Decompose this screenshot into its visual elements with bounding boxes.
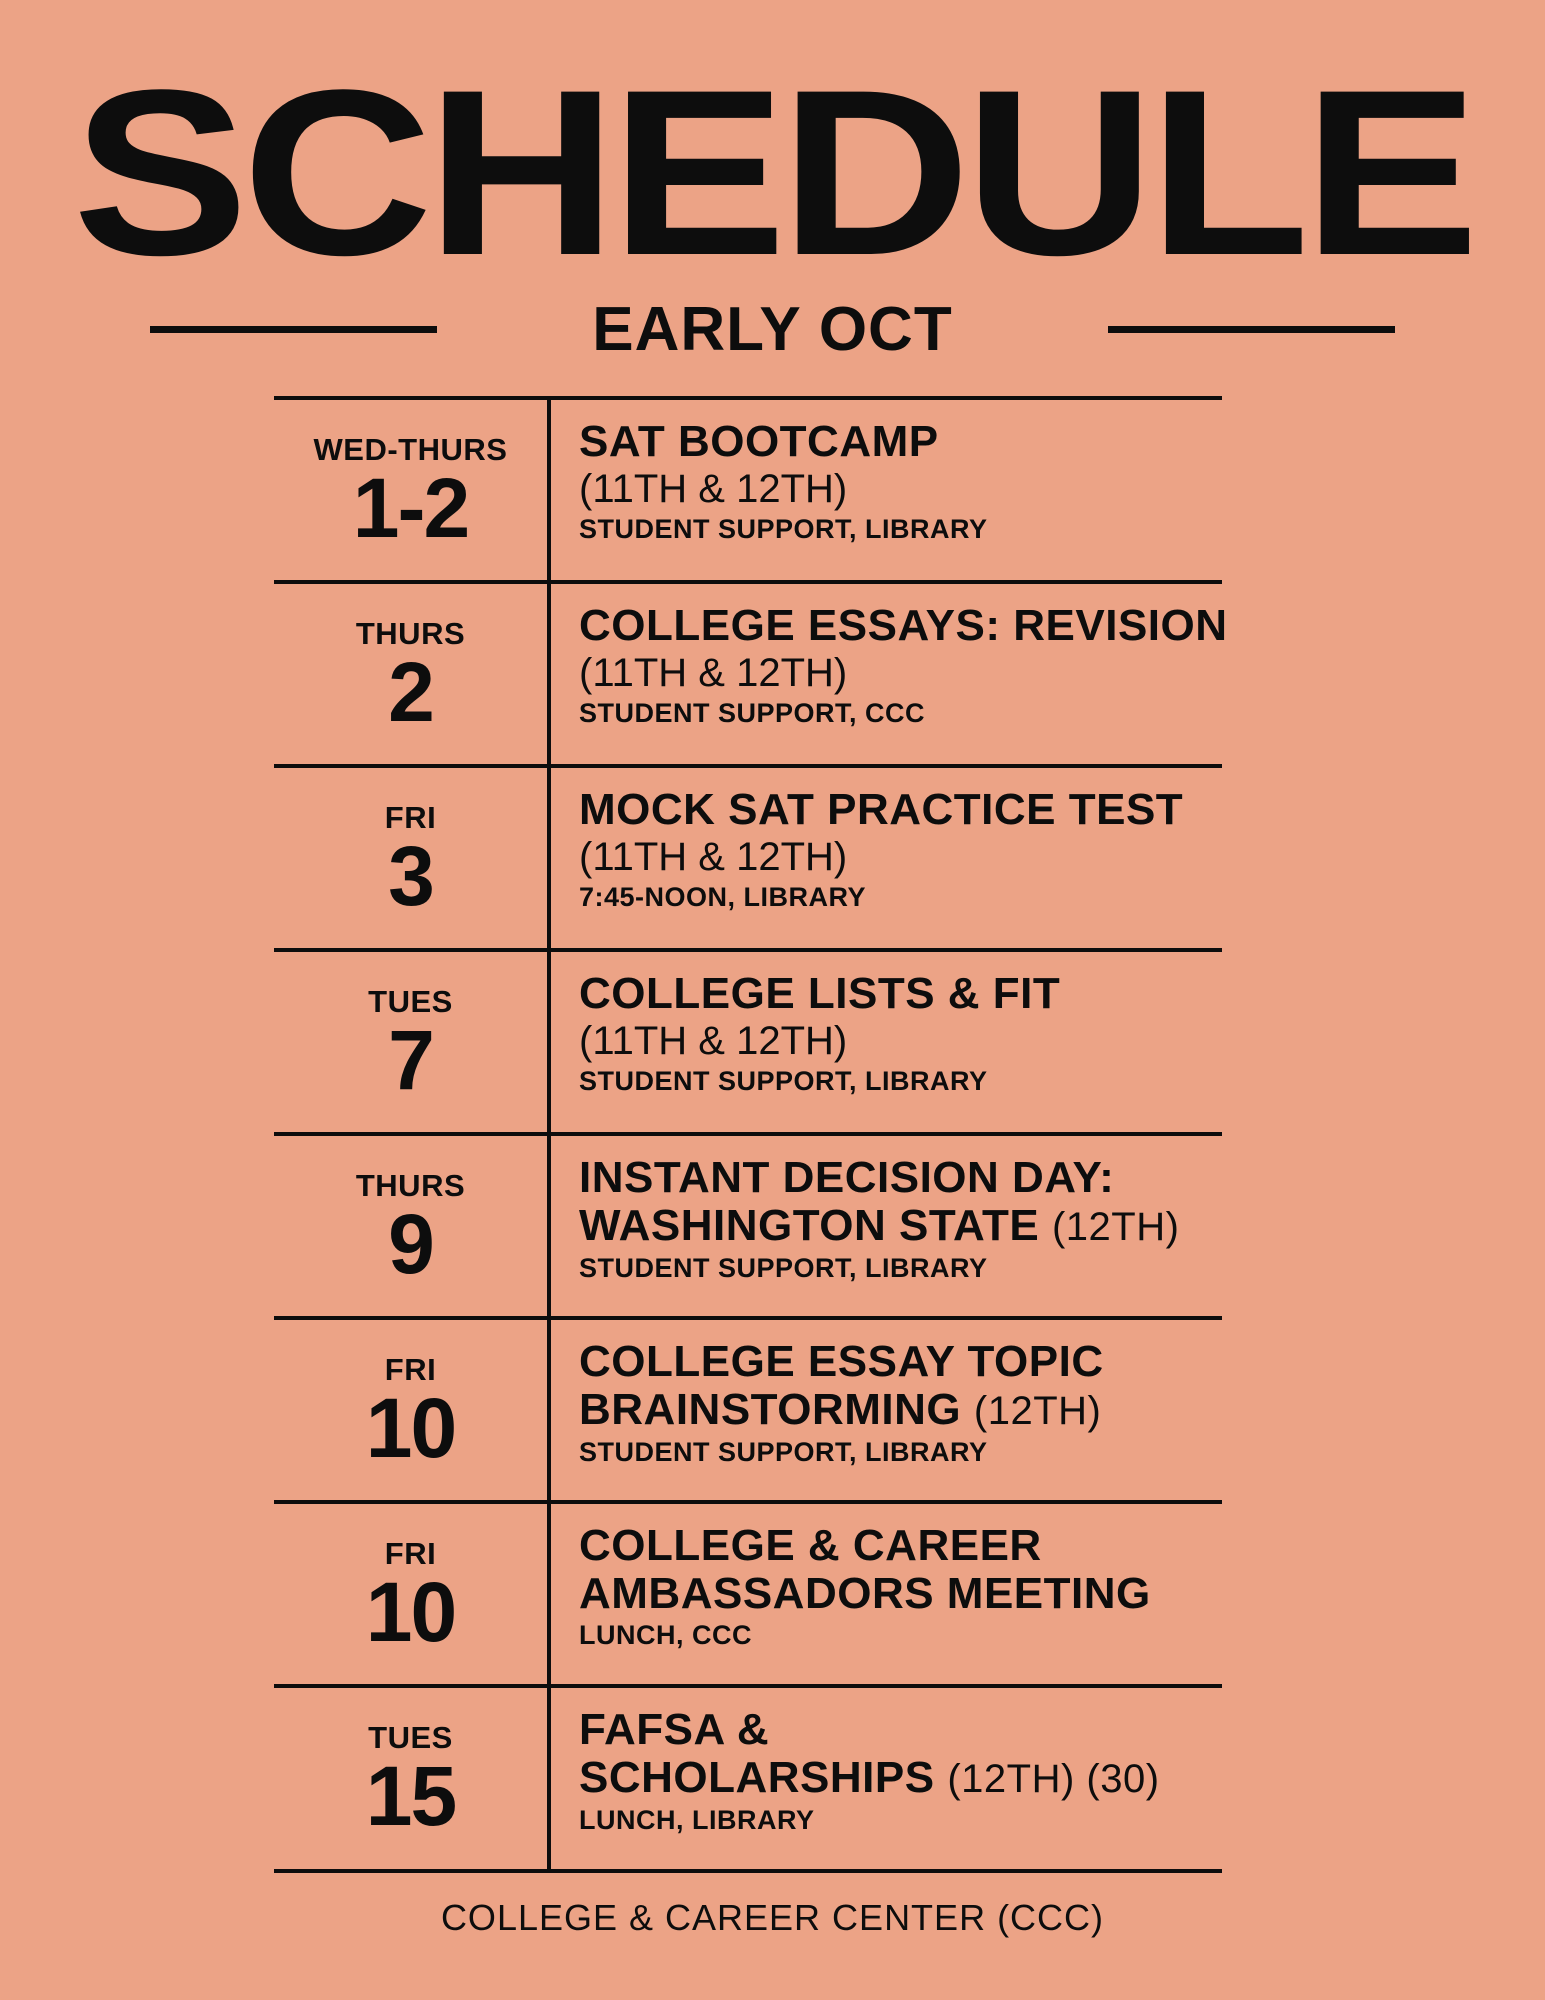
event-name: COLLEGE ESSAYS: REVISION (579, 601, 1228, 650)
event-details (579, 970, 1279, 1098)
event-date (274, 616, 547, 739)
event-date (274, 1720, 547, 1843)
schedule-row (274, 1684, 1222, 1868)
event-day-number: 9 (388, 1197, 433, 1291)
event-day-number: 15 (365, 1749, 456, 1843)
event-name-line2 (579, 1202, 1279, 1251)
event-details (579, 418, 1279, 546)
event-details (579, 1706, 1279, 1837)
schedule-table (274, 396, 1228, 1873)
schedule-row (274, 396, 1222, 580)
event-location: 7:45-NOON, LIBRARY (579, 882, 867, 912)
event-grade: (11TH & 12TH) (579, 467, 848, 511)
event-details (579, 602, 1279, 730)
event-grade: (12TH) (1051, 1205, 1180, 1249)
event-location: LUNCH, CCC (579, 1620, 752, 1650)
event-day-name: TUES (368, 984, 453, 1019)
event-details (579, 1338, 1279, 1469)
schedule-row (274, 764, 1222, 948)
event-location: STUDENT SUPPORT, LIBRARY (579, 514, 988, 544)
event-details (579, 1154, 1279, 1285)
event-name-continued: AMBASSADORS MEETING (579, 1569, 1151, 1618)
event-name-line2 (579, 1570, 1279, 1618)
event-name: FAFSA & (579, 1705, 770, 1754)
event-name: SAT BOOTCAMP (579, 417, 939, 466)
schedule-row (274, 1132, 1222, 1316)
event-grade: (11TH & 12TH) (579, 1019, 848, 1063)
event-day-number: 10 (365, 1381, 456, 1475)
event-grade: (12TH) (30) (947, 1757, 1160, 1801)
event-name-continued: WASHINGTON STATE (579, 1201, 1040, 1250)
event-day-number: 1-2 (352, 461, 469, 555)
event-day-name: THURS (355, 1168, 466, 1203)
event-day-number: 3 (388, 829, 433, 923)
event-details (579, 786, 1279, 914)
event-location: LUNCH, LIBRARY (579, 1805, 815, 1835)
event-name: COLLEGE ESSAY TOPIC (579, 1337, 1104, 1386)
event-name-continued: SCHOLARSHIPS (579, 1753, 935, 1802)
event-date (274, 1168, 547, 1291)
event-day-number: 2 (388, 645, 433, 739)
event-date (274, 1536, 547, 1659)
schedule-row (274, 948, 1222, 1132)
event-location: STUDENT SUPPORT, CCC (579, 698, 926, 728)
schedule-row (274, 1316, 1222, 1500)
event-grade: (11TH & 12TH) (579, 835, 848, 879)
event-name: COLLEGE LISTS & FIT (579, 969, 1061, 1018)
event-date (274, 984, 547, 1107)
event-details (579, 1522, 1279, 1652)
event-name-line2 (579, 1386, 1279, 1435)
event-date (274, 800, 547, 923)
event-day-name: WED-THURS (313, 432, 508, 467)
event-day-name: TUES (368, 1720, 453, 1755)
event-name: COLLEGE & CAREER (579, 1521, 1042, 1570)
event-name: INSTANT DECISION DAY: (579, 1153, 1115, 1202)
event-day-name: FRI (384, 800, 437, 835)
schedule-row (274, 580, 1228, 764)
event-day-name: THURS (355, 616, 466, 651)
footer-text: COLLEGE & CAREER CENTER (CCC) (440, 1897, 1105, 1938)
event-name-line2 (579, 1754, 1279, 1803)
event-day-name: FRI (384, 1352, 437, 1387)
event-day-number: 7 (388, 1013, 433, 1107)
subtitle: EARLY OCT (592, 295, 953, 364)
event-name-continued: BRAINSTORMING (579, 1385, 962, 1434)
page-title: SCHEDULE (72, 41, 1473, 305)
event-day-number: 10 (365, 1565, 456, 1659)
event-date (274, 1352, 547, 1475)
event-grade: (11TH & 12TH) (579, 651, 848, 695)
event-grade: (12TH) (973, 1389, 1102, 1433)
subtitle-rule-right (1108, 326, 1395, 333)
event-name: MOCK SAT PRACTICE TEST (579, 785, 1184, 834)
event-day-name: FRI (384, 1536, 437, 1571)
event-location: STUDENT SUPPORT, LIBRARY (579, 1437, 988, 1467)
event-location: STUDENT SUPPORT, LIBRARY (579, 1253, 988, 1283)
schedule-row (274, 1500, 1222, 1684)
subtitle-block (150, 295, 1395, 365)
row-divider (274, 1869, 1222, 1873)
event-location: STUDENT SUPPORT, LIBRARY (579, 1066, 988, 1096)
event-date (274, 432, 547, 555)
